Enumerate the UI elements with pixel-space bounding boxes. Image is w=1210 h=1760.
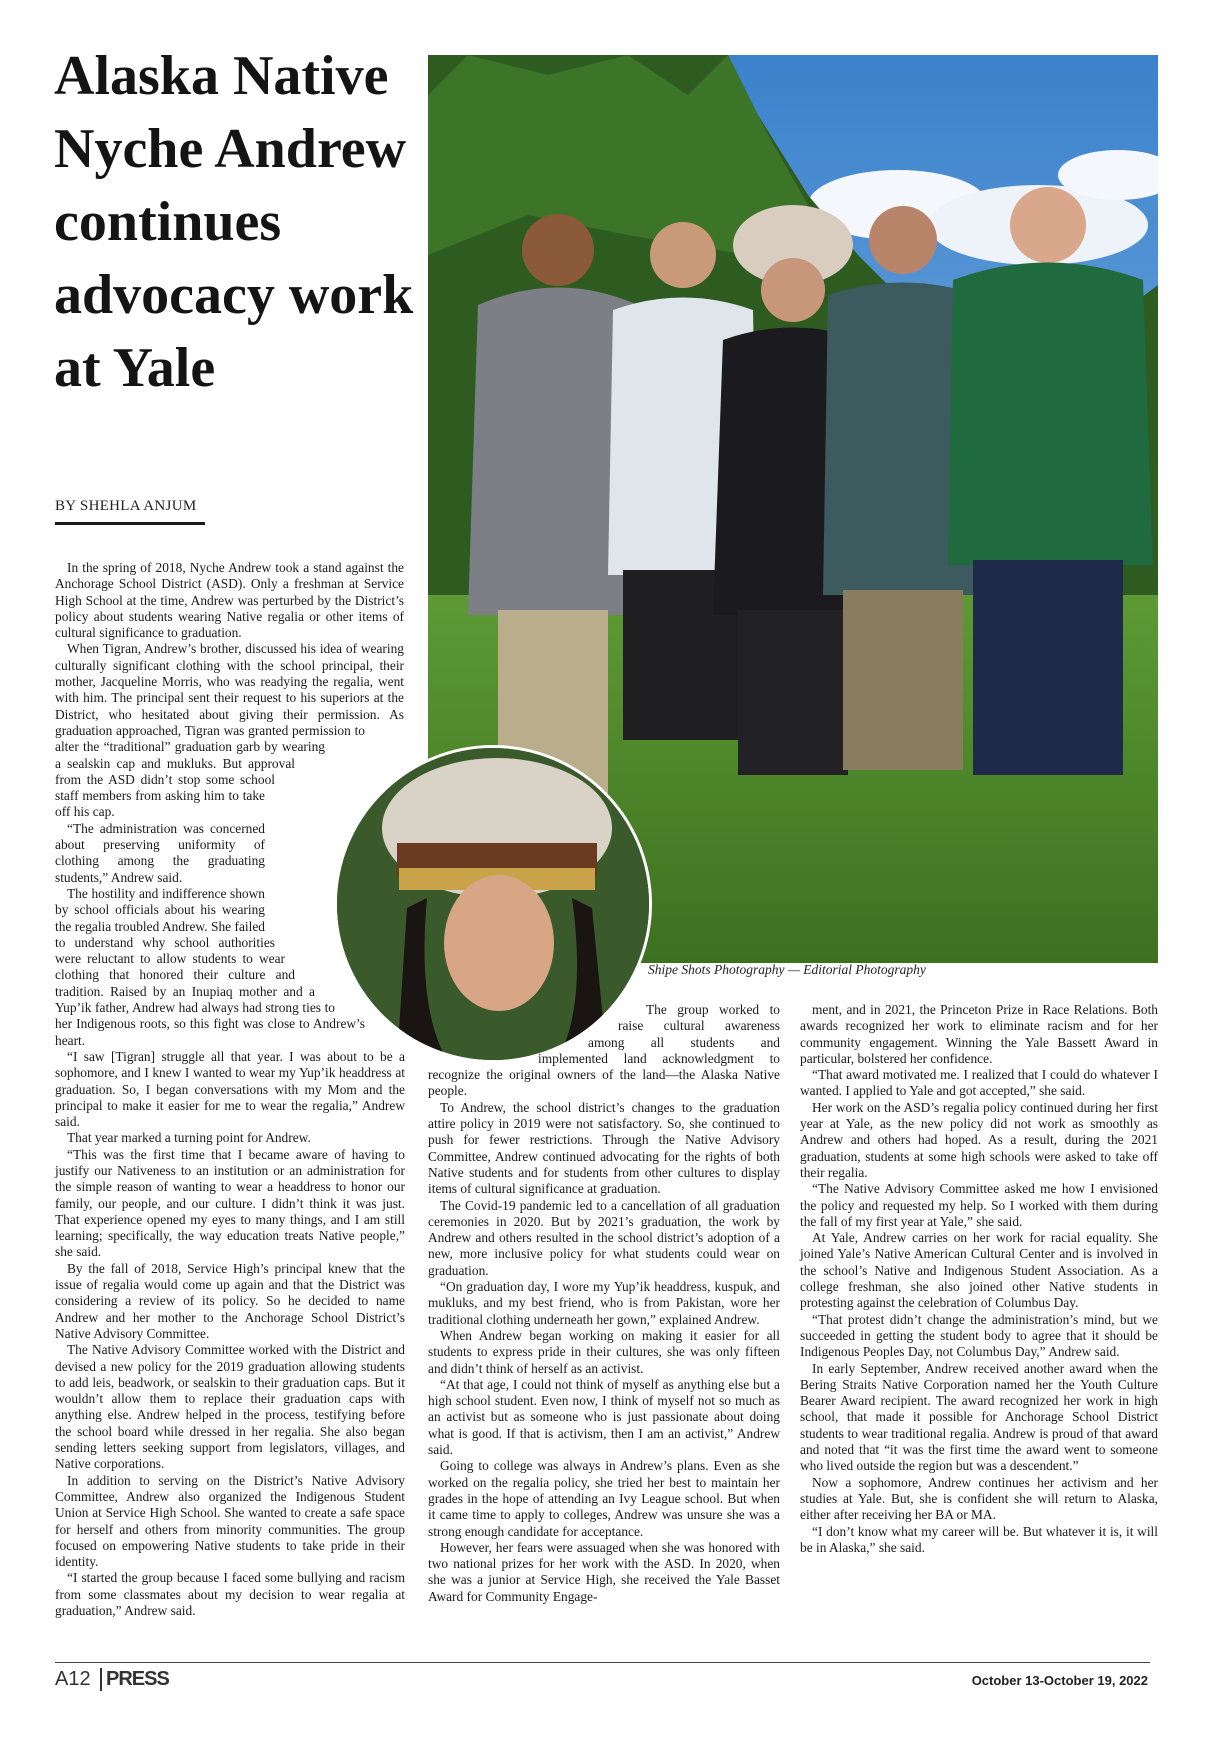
article-paragraph: When Andrew began working on making it easier for all students to express pride in their cultures, she was only fifteen and didn’t think of herself as an activist. bbox=[428, 1327, 780, 1376]
byline-rule bbox=[55, 522, 205, 525]
article-paragraph: Going to college was always in Andrew’s plans. Even as she worked on the regalia policy, she tried her best to maintain her grades in the hope of attending an Ivy League school. But when it came time to apply to colleges, Andrew was unsure she was a strong enough candidate for acceptance. bbox=[428, 1458, 780, 1539]
column-3-text bbox=[800, 1002, 1158, 1556]
byline: BY SHEHLA ANJUM bbox=[55, 498, 197, 514]
article-paragraph: Now a sophomore, Andrew continues her activism and her studies at Yale. But, she is confident she will return to Alaska, either after receiving her BA or MA. bbox=[800, 1474, 1158, 1523]
article-paragraph: In early September, Andrew received another award when the Bering Straits Native Corporation named her the Youth Culture Bearer Award recipient. The award recognized her work in high school, that made it possible for Anchorage School District students to wear traditional regalia. Andrew is proud of that award and noted that “it was the first time the award went to someone who lived outside the region but was a descendent.” bbox=[800, 1360, 1158, 1474]
article-paragraph: “That protest didn’t change the administration’s mind, but we succeeded in getting the student body to agree that it should be Indigenous Peoples Day, not Columbus Day,” Andrew said. bbox=[800, 1311, 1158, 1360]
article-paragraph: In addition to serving on the District’s Native Advisory Committee, Andrew also organized the Indigenous Student Union at Service High School. She wanted to create a safe space for herself and others from minority communities. The group focused on empowering Native students to take pride in their identity. bbox=[55, 1472, 405, 1570]
article-paragraph: That year marked a turning point for Andrew. bbox=[67, 1130, 311, 1146]
page-number: A12 bbox=[55, 1668, 91, 1690]
headline: Alaska Native Nyche Andrew continues advocacy work at Yale bbox=[54, 45, 414, 399]
article-paragraph: “This was the first time that I became aware of having to justify our Nativeness to an institution or an administration for the simple reason of wanting to wear a headdress to honor our family, our people, and our culture. I didn’t think it was just. That experience opened my eyes to many things, and I am still learning; specifically, the way education treats Native people,” she said. bbox=[55, 1146, 405, 1260]
article-column-1 bbox=[55, 560, 405, 1619]
article-paragraph: At Yale, Andrew carries on her work for racial equality. She joined Yale’s Native American Cultural Center and is involved in the school’s Native and Indigenous Student Association. As a college freshman, she also joined other Native students in protesting against the celebration of Columbus Day. bbox=[800, 1230, 1158, 1311]
column-2-text bbox=[428, 1002, 780, 1605]
article-paragraph: The group worked to raise cultural awareness among all students and implemented land acknowledgment to recognize the original owners of the land—the Alaska Native people. bbox=[428, 1002, 780, 1099]
footer-rule bbox=[55, 1662, 1150, 1663]
article-paragraph: “That award motivated me. I realized that I could do whatever I wanted. I applied to Yale and got accepted,” she said. bbox=[800, 1067, 1158, 1099]
column-1-text bbox=[55, 560, 405, 1619]
press-logo: PRESS bbox=[100, 1668, 169, 1691]
article-paragraph: The Covid-19 pandemic led to a cancellation of all graduation ceremonies in 2020. But by 2021’s graduation, the work by Andrew and others resulted in the school district’s adoption of a new, more inclusive policy for what students could wear on graduation. bbox=[428, 1197, 780, 1278]
article-paragraph: When Tigran, Andrew’s brother, discussed his idea of wearing culturally significant clothing with the school principal, their mother, Jacqueline Morris, who was readying the regalia, went with him. The principal sent their request to his superiors at the District, who hesitated about giving their permission. As graduation approached, Tigran was granted permission to alter the “traditional” graduation garb by wearing a sealskin cap and mukluks. But approval from the ASD didn’t stop some school staff members from asking him to take off his cap. bbox=[55, 641, 404, 820]
article-paragraph: “The Native Advisory Committee asked me how I envisioned the policy and requested my help. So I worked with them during the fall of my first year at Yale,” she said. bbox=[800, 1181, 1158, 1229]
article-column-3 bbox=[800, 1002, 1158, 1556]
article-paragraph: By the fall of 2018, Service High’s principal knew that the issue of regalia would come up again and that the District was considering a review of its policy. So he decided to name Andrew and her mother to the Anchorage School District’s Native Advisory Committee. bbox=[55, 1260, 405, 1341]
article-paragraph: In the spring of 2018, Nyche Andrew took a stand against the Anchorage School District (ASD). Only a freshman at Service High School at the time, Andrew was perturbed by the District’s policy about students wearing Native regalia or other items of cultural significance to graduation. bbox=[55, 560, 404, 641]
photo-caption: Shipe Shots Photography — Editorial Photography bbox=[648, 962, 926, 977]
article-paragraph: “I saw [Tigran] struggle all that year. I was about to be a sophomore, and I knew I wanted to wear my Yup’ik headdress at graduation. So, I began conversations with my Mom and the principal to make it easier for me to wear the regalia,” Andrew said. bbox=[55, 1048, 405, 1130]
article-paragraph: The Native Advisory Committee worked with the District and devised a new policy for the 2019 graduation allowing students to add leis, beadwork, or sealskin to their graduation caps. But it wouldn’t allow them to replace their graduation caps with anything else. Andrew helped in the process, testifying before the school board while dressed in her regalia. She also began sending letters seeking support from legislators, villages, and Native corporations. bbox=[55, 1342, 405, 1472]
article-paragraph: “I don’t know what my career will be. But whatever it is, it will be in Alaska,” she said. bbox=[800, 1523, 1158, 1555]
article-paragraph: ment, and in 2021, the Princeton Prize in Race Relations. Both awards recognized her work to eliminate racism and for her community engagement. Winning the Yale Bassett Award in particular, bolstered her confidence. bbox=[800, 1002, 1158, 1066]
article-column-2 bbox=[428, 1002, 780, 1605]
article-paragraph: However, her fears were assuaged when she was honored with two national prizes for her work with the ASD. In 2020, when she was a junior at Service High, she received the Yale Basset Award for Community Engage- bbox=[428, 1539, 780, 1604]
issue-date: October 13-October 19, 2022 bbox=[971, 1673, 1148, 1688]
article-paragraph: The hostility and indifference shown by school officials about his wearing the regalia troubled Andrew. She failed to understand why school authorities were reluctant to allow students to wear clothing that honored their culture and tradition. Raised by an Inupiaq mother and a Yup’ik father, Andrew had always had strong ties to her Indigenous roots, so this fight was close to Andrew’s heart. bbox=[55, 885, 365, 1048]
article-paragraph: “At that age, I could not think of myself as anything else but a high school student. Even now, I think of myself not so much as an activist but as someone who is just passionate about doing what is good. If that is activism, then I am an activist,” Andrew said. bbox=[428, 1376, 780, 1458]
article-paragraph: “On graduation day, I wore my Yup’ik headdress, kuspuk, and mukluks, and my best friend, who is from Pakistan, wore her traditional clothing underneath her gown,” explained Andrew. bbox=[428, 1279, 780, 1327]
article-paragraph: Her work on the ASD’s regalia policy continued during her first year at Yale, as the new policy did not work as smoothly as Andrew and others had hoped. As a result, during the 2021 graduation, students at some high schools were asked to take off their regalia. bbox=[800, 1099, 1158, 1180]
article-paragraph: “The administration was concerned about preserving uniformity of clothing among the graduating students,” Andrew said. bbox=[55, 820, 265, 885]
article-paragraph: To Andrew, the school district’s changes to the graduation attire policy in 2019 were not satisfactory. So, she continued to push for fewer restrictions. Through the Native Advisory Committee, Andrew continued advocating for the rights of both Native students and for students from other cultures to display items of cultural significance at graduation. bbox=[428, 1099, 780, 1197]
article-paragraph: “I started the group because I faced some bullying and racism from some classmates about my decision to wear regalia at graduation,” Andrew said. bbox=[55, 1570, 405, 1618]
